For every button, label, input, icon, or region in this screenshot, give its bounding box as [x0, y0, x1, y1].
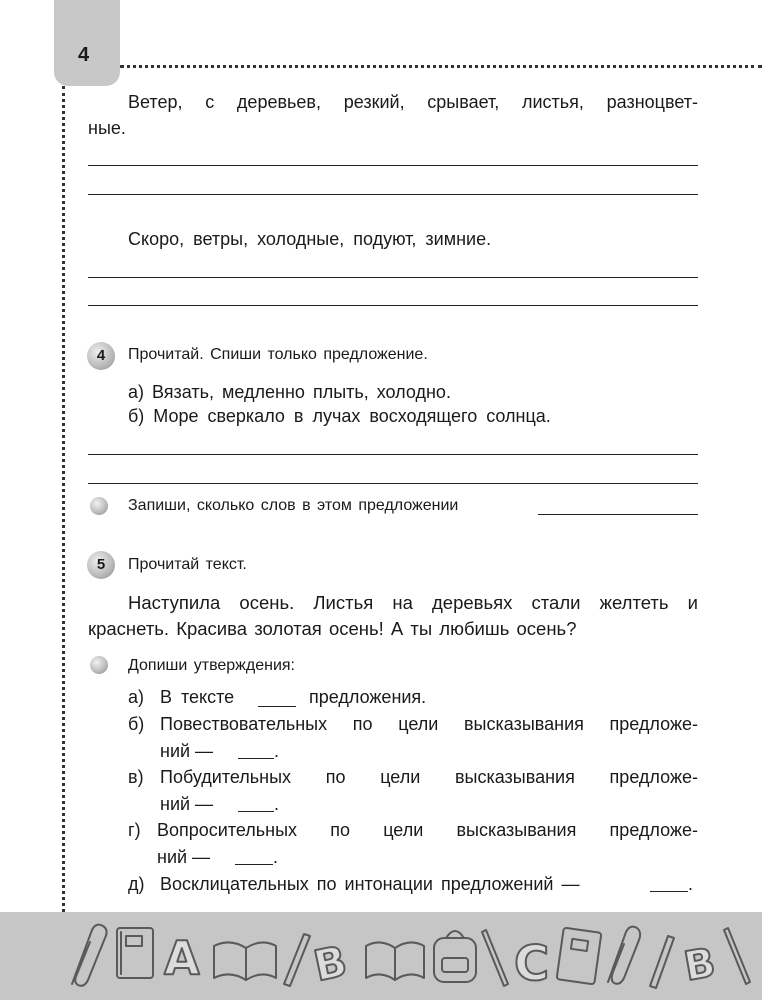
item-d-end: . — [273, 847, 279, 867]
item-e-marker: д) — [128, 874, 145, 894]
pen-icon — [724, 928, 750, 984]
exercise3-sentence1-line2: ные. — [88, 118, 126, 138]
letter-b-icon — [310, 936, 352, 991]
bullet-icon — [90, 656, 108, 674]
page-number-tab — [54, 0, 120, 86]
item-d-marker: г) — [128, 820, 141, 840]
page-number: 4 — [78, 44, 90, 66]
top-dotted-border — [120, 65, 762, 68]
task-4-instruction: Прочитай. Спиши только предложение. — [128, 346, 428, 363]
letter-a-icon — [164, 931, 200, 985]
task-4-badge: 4 — [87, 342, 115, 370]
notebook-icon — [117, 928, 153, 978]
item-c-marker: в) — [128, 767, 144, 787]
pencil-icon — [650, 936, 674, 988]
svg-text:А: А — [164, 931, 200, 985]
answer-line — [88, 165, 698, 166]
item-e-line1: Восклицательных по интонации предложений — — [160, 874, 580, 894]
item-d-blank — [235, 864, 273, 865]
svg-text:В: В — [680, 939, 719, 991]
svg-text:С: С — [514, 936, 550, 992]
task-5-instruction: Прочитай текст. — [128, 556, 247, 573]
footer-decoration — [0, 912, 762, 1000]
item-b-marker: б) — [128, 714, 145, 734]
item-c-blank — [238, 811, 274, 812]
answer-line — [88, 305, 698, 306]
task-5-text: Наступила осень. Листья на деревьях стали желтеть и краснеть. Красива золотая осень! А ты любишь осень? — [88, 592, 698, 639]
item-c-line2: ний — — [160, 794, 214, 814]
pencil-icon — [284, 934, 310, 986]
answer-line — [88, 277, 698, 278]
left-dotted-border — [62, 86, 65, 912]
answer-line — [88, 194, 698, 195]
item-d-line2: ний — — [157, 847, 211, 867]
task-4-option-b: б) Море сверкало в лучах восходящего солнца. — [128, 406, 551, 426]
task-4-subtask: Запиши, сколько слов в этом предложении — [128, 497, 459, 514]
task-5-badge: 5 — [87, 551, 115, 579]
item-d-line1: Вопросительных по цели высказывания предложе- — [157, 820, 698, 840]
item-b-end: . — [274, 741, 280, 761]
item-e-blank — [650, 891, 688, 892]
notebook-icon — [557, 928, 602, 985]
open-book-icon — [366, 942, 424, 980]
paperclip-icon — [72, 925, 107, 986]
answer-line — [88, 454, 698, 455]
item-a-after: предложения. — [309, 687, 427, 707]
backpack-icon — [434, 931, 476, 982]
bullet-icon — [90, 497, 108, 515]
letter-b-icon — [681, 940, 719, 991]
exercise3-sentence1-line1: Ветер, с деревьев, резкий, срывает, листья, разноцвет- — [128, 92, 698, 112]
item-a-blank — [258, 706, 296, 707]
item-c-line1: Побудительных по цели высказывания предложе- — [160, 767, 698, 787]
item-a-marker: а) — [128, 687, 145, 707]
item-b-line1: Повествовательных по цели высказывания предложе- — [160, 714, 698, 734]
paperclip-icon — [608, 927, 640, 984]
open-book-icon — [214, 942, 276, 980]
word-count-answer-line — [538, 514, 698, 515]
item-b-line2: ний — — [160, 741, 214, 761]
item-a-before: В тексте — [160, 687, 235, 707]
answer-line — [88, 483, 698, 484]
item-c-end: . — [274, 794, 280, 814]
footer-band — [0, 912, 762, 1000]
task-5-subtask: Допиши утверждения: — [128, 657, 295, 674]
item-e-end: . — [688, 874, 694, 894]
svg-text:В: В — [309, 936, 352, 991]
task-4-option-a: а) Вязать, медленно плыть, холодно. — [128, 382, 451, 402]
exercise3-sentence2: Скоро, ветры, холодные, подуют, зимние. — [128, 229, 492, 249]
pen-icon — [482, 930, 508, 986]
item-b-blank — [238, 758, 274, 759]
letter-c-icon — [514, 936, 549, 992]
